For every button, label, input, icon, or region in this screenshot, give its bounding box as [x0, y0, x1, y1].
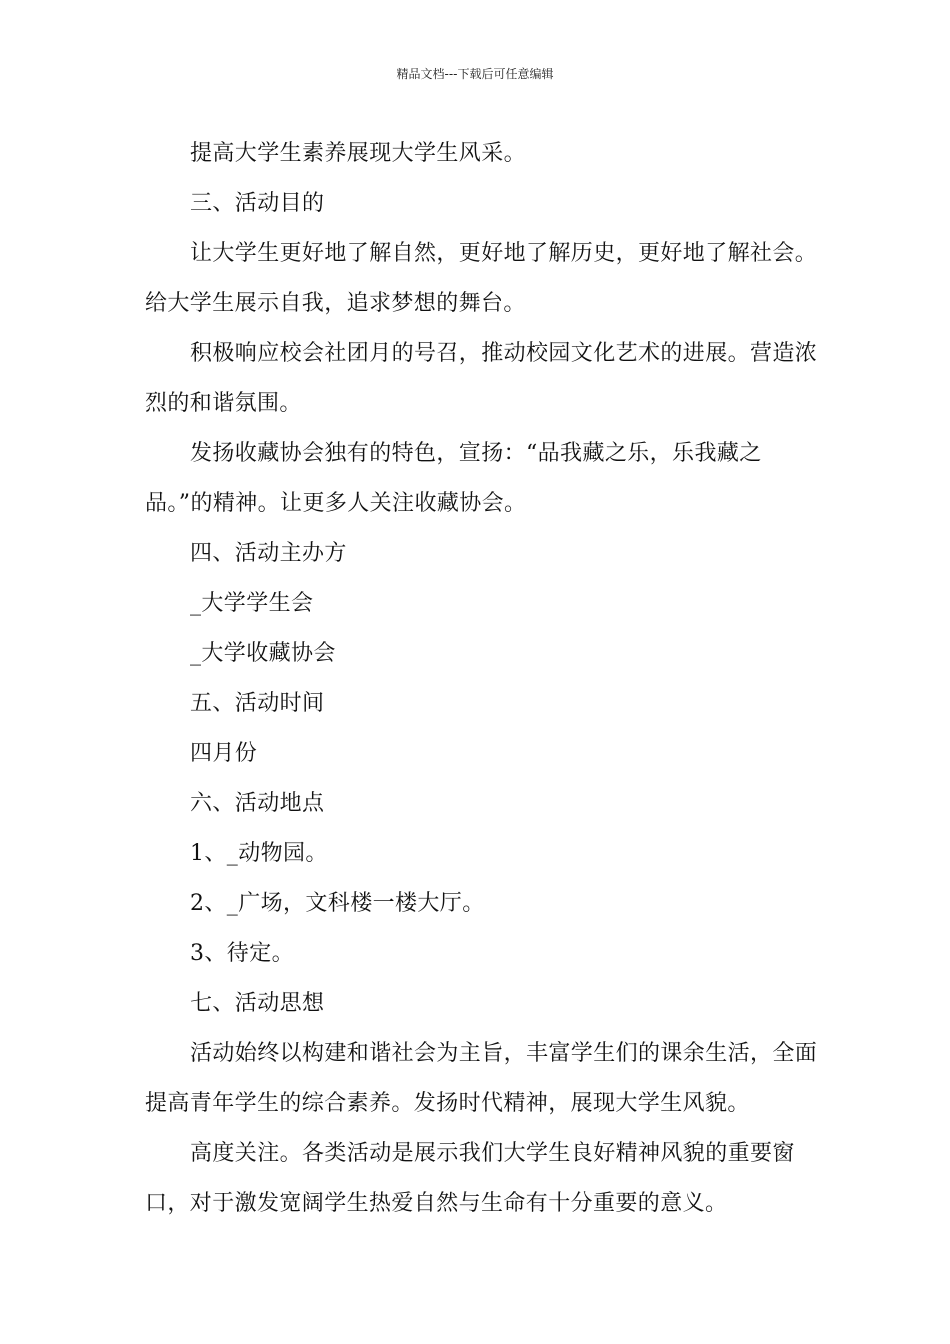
- paragraph: 提高大学生素养展现大学生风采。: [190, 141, 527, 166]
- section-heading-time: 五、活动时间: [190, 691, 325, 716]
- list-item: _大学收藏协会: [190, 641, 336, 666]
- section-heading-idea: 七、活动思想: [190, 991, 325, 1016]
- section-heading-location: 六、活动地点: [190, 791, 325, 816]
- section-heading-purpose: 三、活动目的: [190, 191, 325, 216]
- list-item: _大学学生会: [190, 591, 314, 616]
- list-item: 1、_动物园。: [190, 841, 328, 866]
- paragraph: 积极响应校会社团月的号召，推动校园文化艺术的进展。营造浓烈的和谐氛围。: [145, 341, 818, 416]
- list-item: 四月份: [190, 741, 258, 766]
- list-item: 3、待定。: [190, 941, 294, 966]
- section-heading-organizer: 四、活动主办方: [190, 541, 347, 566]
- page-header: 精品文档---下载后可任意编辑: [396, 67, 554, 81]
- list-item: 2、_广场，文科楼一楼大厅。: [190, 891, 485, 916]
- paragraph: 发扬收藏协会独有的特色，宣扬：“品我藏之乐，乐我藏之品。”的精神。让更多人关注收藏协会。: [145, 441, 762, 516]
- paragraph: 高度关注。各类活动是展示我们大学生良好精神风貌的重要窗口，对于激发宽阔学生热爱自然与生命有十分重要的意义。: [145, 1141, 795, 1216]
- document-body: [145, 129, 825, 1229]
- paragraph: 活动始终以构建和谐社会为主旨，丰富学生们的课余生活，全面提高青年学生的综合素养。发扬时代精神，展现大学生风貌。: [145, 1041, 818, 1116]
- paragraph: 让大学生更好地了解自然，更好地了解历史，更好地了解社会。给大学生展示自我，追求梦想的舞台。: [145, 241, 818, 316]
